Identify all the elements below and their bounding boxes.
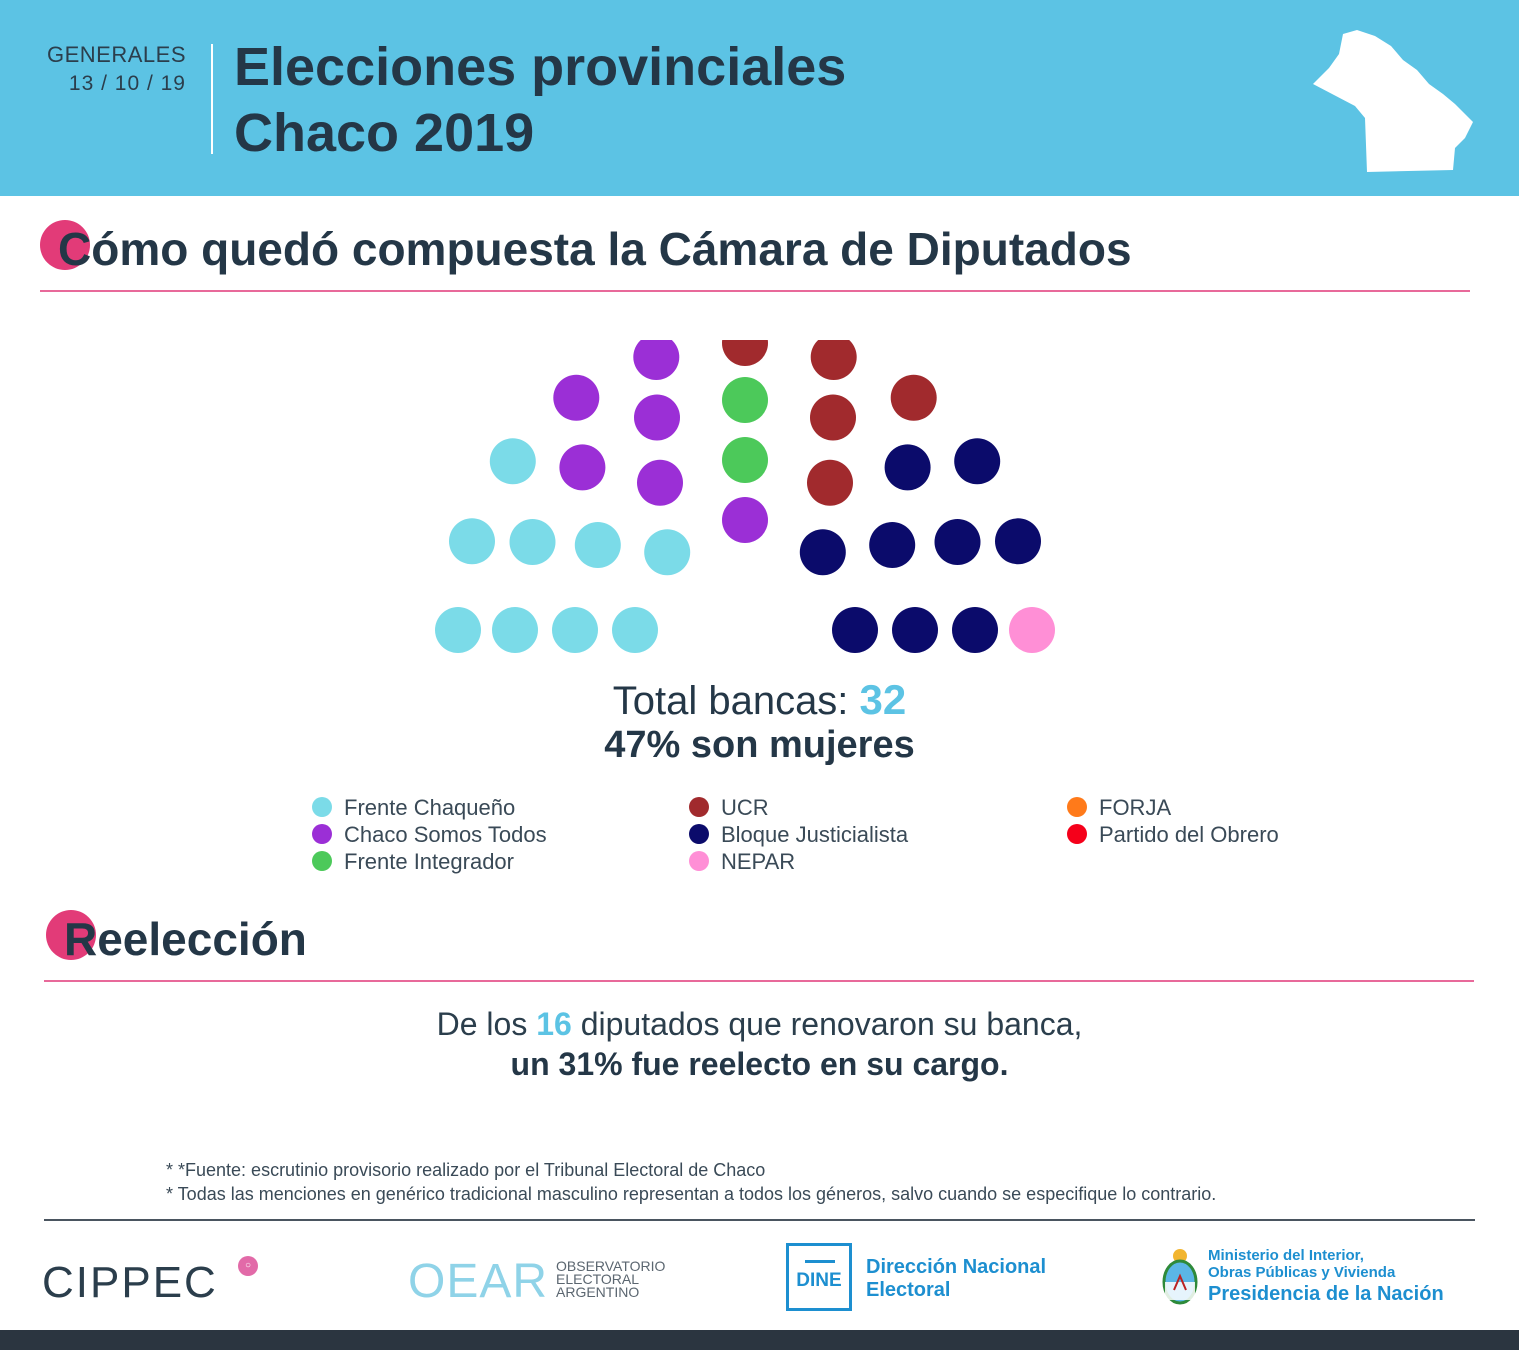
- seat-ucr: [722, 340, 768, 366]
- footer-bar: [0, 1330, 1519, 1350]
- seat-chaco-somos-todos: [634, 395, 680, 441]
- footer-divider: [44, 1219, 1475, 1221]
- legend-swatch: [689, 824, 709, 844]
- seat-frente-chaque-o: [552, 607, 598, 653]
- election-type: GENERALES: [47, 42, 186, 67]
- legend-item: [721, 849, 795, 875]
- legend-item: [1099, 822, 1279, 848]
- header-banner: [0, 0, 1519, 196]
- ministerio-name: [1208, 1247, 1395, 1281]
- total-seats: [0, 676, 1519, 724]
- seat-chaco-somos-todos: [553, 375, 599, 421]
- legend-swatch: [689, 851, 709, 871]
- total-seats-label: Total bancas:: [612, 679, 849, 723]
- dine-name-line: Dirección Nacional: [866, 1256, 1047, 1278]
- section-title-camara: Cómo quedó compuesta la Cámara de Diputados: [58, 223, 1132, 275]
- dine-logo-text: DINE: [796, 1270, 842, 1291]
- seat-chaco-somos-todos: [559, 444, 605, 490]
- seat-frente-chaque-o: [575, 522, 621, 568]
- seat-chaco-somos-todos: [722, 497, 768, 543]
- seat-frente-integrador: [722, 377, 768, 423]
- seat-chaco-somos-todos: [633, 340, 679, 380]
- oear-sub-line: ELECTORAL: [556, 1271, 639, 1287]
- seat-bloque-justicialista: [800, 529, 846, 575]
- parliament-chart: [430, 340, 1070, 670]
- chaco-map-icon: [1305, 26, 1480, 176]
- seat-ucr: [891, 375, 937, 421]
- legend-label: Frente Chaqueño: [344, 795, 516, 820]
- page-title-line2: Chaco 2019: [234, 103, 535, 163]
- legend-label: UCR: [721, 795, 769, 820]
- footnote-gender: * Todas las menciones en genérico tradicional masculino representan a todos los géneros, salvo cuando se especifique lo contrario.: [166, 1184, 1217, 1204]
- legend-item: [344, 795, 515, 821]
- seat-bloque-justicialista: [832, 607, 878, 653]
- section-divider: [40, 290, 1470, 292]
- seat-bloque-justicialista: [869, 522, 915, 568]
- legend-swatch: [689, 797, 709, 817]
- dine-logo: [786, 1243, 852, 1311]
- header-divider: [211, 44, 213, 154]
- seat-ucr: [811, 340, 857, 380]
- legend-swatch: [312, 797, 332, 817]
- legend-label: Frente Integrador: [344, 849, 514, 874]
- reeleccion-number: 16: [536, 1006, 572, 1042]
- legend-swatch: [1067, 824, 1087, 844]
- cippec-logo: CIPPEC: [42, 1258, 218, 1307]
- reeleccion-result: un 31% fue reelecto en su cargo.: [510, 1046, 1009, 1082]
- total-seats-value: 32: [859, 676, 907, 723]
- reeleccion-prefix: De los: [436, 1006, 528, 1042]
- seat-bloque-justicialista: [885, 444, 931, 490]
- legend-item: [1099, 795, 1171, 821]
- legend-item: [344, 849, 514, 875]
- legend-label: Chaco Somos Todos: [344, 822, 547, 847]
- legend-label: FORJA: [1099, 795, 1172, 820]
- legend-item: [721, 795, 769, 821]
- legend-item: [344, 822, 547, 848]
- national-shield-icon: [1160, 1246, 1200, 1308]
- legend-label: NEPAR: [721, 849, 796, 874]
- oear-subtitle: [556, 1260, 665, 1299]
- reeleccion-suffix: diputados que renovaron su banca,: [580, 1006, 1083, 1042]
- seat-chaco-somos-todos: [637, 460, 683, 506]
- seat-frente-chaque-o: [612, 607, 658, 653]
- seat-bloque-justicialista: [952, 607, 998, 653]
- oear-sub-line: OBSERVATORIO: [556, 1258, 666, 1274]
- seat-bloque-justicialista: [995, 518, 1041, 564]
- ministerio-line: Ministerio del Interior,: [1208, 1247, 1364, 1264]
- seat-frente-chaque-o: [449, 518, 495, 564]
- women-share: 47% son mujeres: [604, 724, 915, 766]
- presidencia-name: Presidencia de la Nación: [1208, 1283, 1444, 1305]
- seat-frente-integrador: [722, 437, 768, 483]
- seat-frente-chaque-o: [490, 438, 536, 484]
- seat-bloque-justicialista: [892, 607, 938, 653]
- seat-frente-chaque-o: [492, 607, 538, 653]
- seat-frente-chaque-o: [644, 529, 690, 575]
- legend-swatch: [312, 851, 332, 871]
- seat-bloque-justicialista: [935, 519, 981, 565]
- cippec-badge-icon: ○: [238, 1256, 258, 1276]
- dine-logo-bar: [805, 1260, 835, 1263]
- seat-bloque-justicialista: [954, 438, 1000, 484]
- seat-frente-chaque-o: [435, 607, 481, 653]
- footnote-source: * *Fuente: escrutinio provisorio realizado por el Tribunal Electoral de Chaco: [166, 1160, 766, 1180]
- election-date: 13 / 10 / 19: [68, 72, 186, 95]
- legend-swatch: [1067, 797, 1087, 817]
- legend-label: Partido del Obrero: [1099, 822, 1279, 847]
- seat-ucr: [807, 460, 853, 506]
- dine-name: [866, 1256, 1046, 1302]
- section-divider: [44, 980, 1474, 982]
- dine-name-line: Electoral: [866, 1279, 951, 1301]
- seat-nepar: [1009, 607, 1055, 653]
- seat-frente-chaque-o: [510, 519, 556, 565]
- section-title-reeleccion: Reelección: [64, 913, 307, 965]
- reeleccion-statement: [0, 1006, 1519, 1043]
- legend-label: Bloque Justicialista: [721, 822, 909, 847]
- seat-ucr: [810, 395, 856, 441]
- ministerio-line: Obras Públicas y Vivienda: [1208, 1264, 1396, 1281]
- oear-logo: OEAR: [408, 1255, 549, 1308]
- page-title-line1: Elecciones provinciales: [234, 37, 847, 97]
- legend-item: [721, 822, 908, 848]
- legend-swatch: [312, 824, 332, 844]
- oear-sub-line: ARGENTINO: [556, 1284, 640, 1300]
